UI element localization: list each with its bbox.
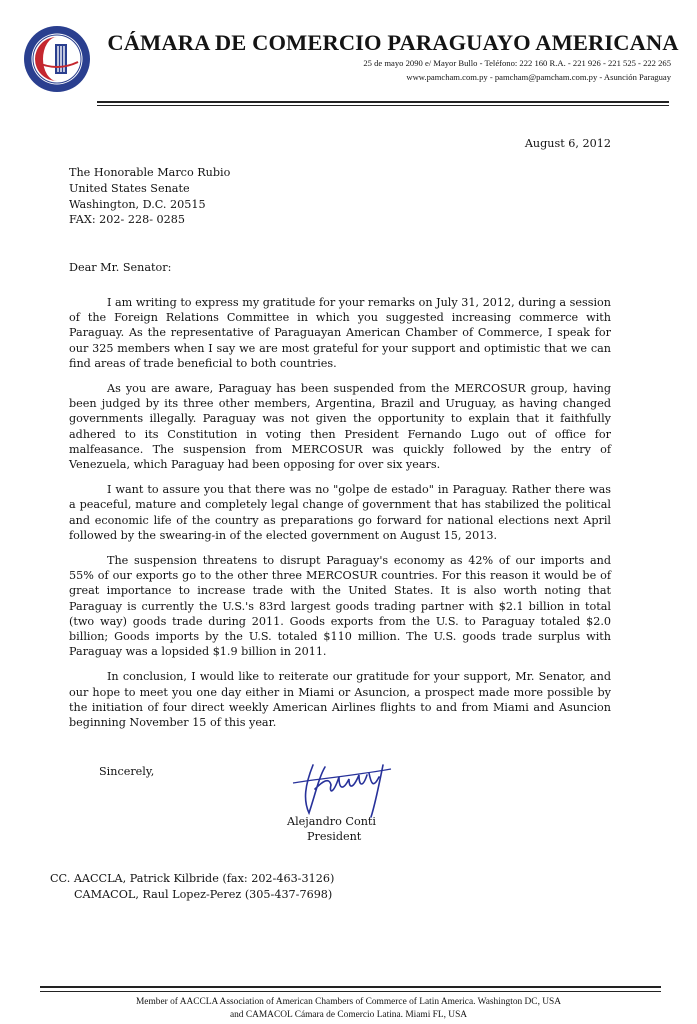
recipient-name: The Honorable Marco Rubio (69, 166, 231, 179)
letter-body (69, 295, 611, 740)
recipient-office: United States Senate (69, 181, 190, 195)
recipient-fax: FAX: 202- 228- 0285 (69, 213, 186, 227)
signer-title: President (307, 830, 362, 843)
signer-block (287, 814, 376, 844)
footer-rule-thin (40, 991, 661, 992)
footer (0, 996, 697, 1021)
signer-name: Alejandro Conti (287, 815, 376, 828)
letter-date: August 6, 2012 (524, 137, 611, 150)
chamber-name: CÁMARA DE COMERCIO PARAGUAYO AMERICANA (107, 30, 679, 55)
footer-rule (40, 986, 661, 988)
chamber-address: 25 de mayo 2090 e/ Mayor Bullo - Teléfono: 222 160 R.A. - 221 926 - 221 525 - 222 265 (363, 58, 671, 68)
paragraph: In conclusion, I would like to reiterate our gratitude for your support, Mr. Senator, and our hope to meet you one day either in Miami or Asuncion, a prospect made more possible by the initiation of four direct weekly American Airlines flights to and from Miami and Asuncion beginning November 15 of this year. (69, 670, 611, 730)
header-rule-thin (97, 105, 669, 106)
chamber-contact: www.pamcham.com.py - pamcham@pamcham.com.py - Asunción Paraguay (406, 72, 671, 82)
cc-line: CC. AACCLA, Patrick Kilbride (fax: 202-463-3126) (50, 872, 335, 885)
cc-line: CAMACOL, Raul Lopez-Perez (305-437-7698) (74, 887, 333, 901)
header-rule (97, 101, 669, 103)
footer-line: and CAMACOL Cámara de Comercio Latina. Miami FL, USA (229, 1009, 468, 1020)
salutation: Dear Mr. Senator: (69, 261, 172, 274)
closing: Sincerely, (99, 765, 155, 778)
paragraph: As you are aware, Paraguay has been suspended from the MERCOSUR group, having been judged by its three other members, Argentina, Brazil and Uruguay, as having changed governments illegally. Paraguay was not given the opportunity to explain that it faithfully adhered to its Constitution in voting then President Fernando Lugo out of office for malfeasance. The suspension from MERCOSUR was quickly followed by the entry of Venezuela, which Paraguay had been opposing for over six years. (69, 382, 611, 472)
recipient-city: Washington, D.C. 20515 (69, 197, 206, 211)
paragraph: I am writing to express my gratitude for your remarks on July 31, 2012, during a session of the Foreign Relations Committee in which you suggested increasing commerce with Paraguay. As the representative of Paraguayan American Chamber of Commerce, I speak for our 325 members when I say we are most grateful for your support and optimistic that we can find areas of trade beneficial to both countries. (69, 296, 611, 370)
chamber-seal-logo (22, 24, 92, 94)
footer-line: Member of AACCLA Association of American Chambers of Commerce of Latin America. Washington DC, USA (135, 997, 562, 1007)
cc-block (50, 871, 334, 902)
paragraph: The suspension threatens to disrupt Paraguay's economy as 42% of our imports and 55% of our exports go to the other three MERCOSUR countries. For this reason it would be of great importance to increase trade with the United States. It is also worth noting that Paraguay is currently the U.S.'s 83rd largest goods trading partner with $2.1 billion in total (two way) goods trade during 2011. Goods exports from the U.S. to Paraguay totaled $2.0 billion; Goods imports by the U.S. totaled $110 million. The U.S. goods trade surplus with Paraguay was a lopsided $1.9 billion in 2011. (69, 554, 611, 659)
recipient-block (69, 165, 230, 228)
paragraph: I want to assure you that there was no "golpe de estado" in Paraguay. Rather there was a peaceful, mature and completely legal change of government that has stabilized the political and economic life of the country as preparations go forward for national elections next April followed by the swearing-in of the elected government on August 15, 2013. (69, 483, 611, 542)
